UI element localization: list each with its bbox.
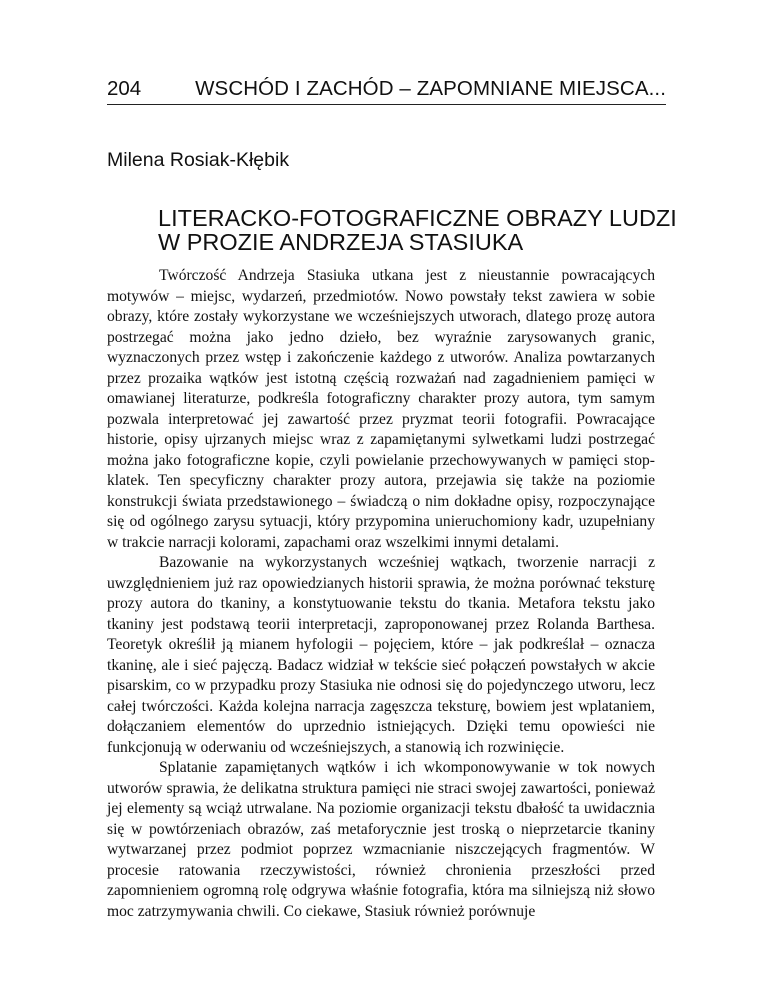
body-paragraph-3: Splatanie zapamiętanych wątków i ich wkomponowywanie w tok nowych utworów sprawia, że delikatna struktura pamięci nie straci swojej zawartości, ponieważ jej elementy są wciąż utrwalane. Na poziomie organizacji tekstu dbałość ta uwidacznia się w powtórzeniach obrazów, zaś metaforycznie jest troską o nieprzetarcie tkaniny wytwarzanej przez podmiot poprzez wzmacnianie niszczejących fragmentów. W procesie ratowania rzeczywistości, również chronienia przeszłości przed zapomnieniem ogromną rolę odgrywa właśnie fotografia, która ma silniejszą niż słowo moc zatrzymywania chwili. Co ciekawe, Stasiuk również porównuje (107, 759, 655, 920)
article-title-line-2: W PROZIE ANDRZEJA STASIUKA (158, 229, 524, 255)
article-title-line-1: LITERACKO-FOTOGRAFICZNE OBRAZY LUDZI (158, 205, 677, 231)
article-author: Milena Rosiak-Kłębik (107, 149, 290, 171)
body-paragraph-1: Twórczość Andrzeja Stasiuka utkana jest z nieustannie powracających motywów – miejsc, wydarzeń, przedmiotów. Nowo powstały tekst zawiera w sobie obrazy, które zostały wykorzystane we wcześniejszych utworach, dlatego prozę autora postrzegać można jako jedno dzieło, bez wyraźnie zarysowanych granic, wyznaczonych przez wstęp i zakończenie każdego z utworów. Analiza powtarzanych przez prozaika wątków jest istotną częścią rozważań nad zagadnieniem pamięci w omawianej literaturze, podkreśla fotograficzny charakter prozy autora, tym samym pozwala interpretować jej zawartość przez pryzmat teorii fotografii. Powracające historie, opisy ujrzanych miejsc wraz z zapamiętanymi sylwetkami ludzi postrzegać można jako fotograficzne kopie, czyli powielanie przechowywanych w pamięci stop-klatek. Ten specyficzny charakter prozy autora, przejawia się także na poziomie konstrukcji świata przedstawionego – świadczą o nim dokładne opisy, rozpoczynające się od ogólnego zarysu sytuacji, który przypomina unieruchomiony kadr, uzupełniany w trakcie narracji kolorami, zapachami oraz wszelkimi innymi detalami. (107, 267, 655, 551)
article-body (107, 266, 655, 922)
running-title: WSCHÓD I ZACHÓD – ZAPOMNIANE MIEJSCA... (195, 77, 666, 100)
running-header (107, 74, 666, 105)
article-title (158, 206, 677, 254)
page-number: 204 (107, 77, 142, 100)
body-paragraph-2: Bazowanie na wykorzystanych wcześniej wątkach, tworzenie narracji z uwzględnieniem już raz opowiedzianych historii sprawia, że można porównać teksturę prozy autora do tkaniny, a konstytuowanie tekstu do tkania. Metafora tekstu jako tkaniny jest podstawą teorii interpretacji, zaproponowanej przez Rolanda Barthesa. Teoretyk określił ją mianem hyfologii – pojęciem, które – jak podkreślał – oznacza tkaninę, ale i sieć pajęczą. Badacz widział w tekście sieć połączeń powstałych w akcie pisarskim, co w przypadku prozy Stasiuka nie odnosi się do pojedynczego utworu, lecz całej twórczości. Każda kolejna narracja zagęszcza teksturę, bowiem jest wplataniem, dołączaniem elementów do uprzednio istniejących. Dzięki temu opowieści nie funkcjonują w oderwaniu od wcześniejszych, a stanowią ich rozwinięcie. (107, 554, 655, 756)
